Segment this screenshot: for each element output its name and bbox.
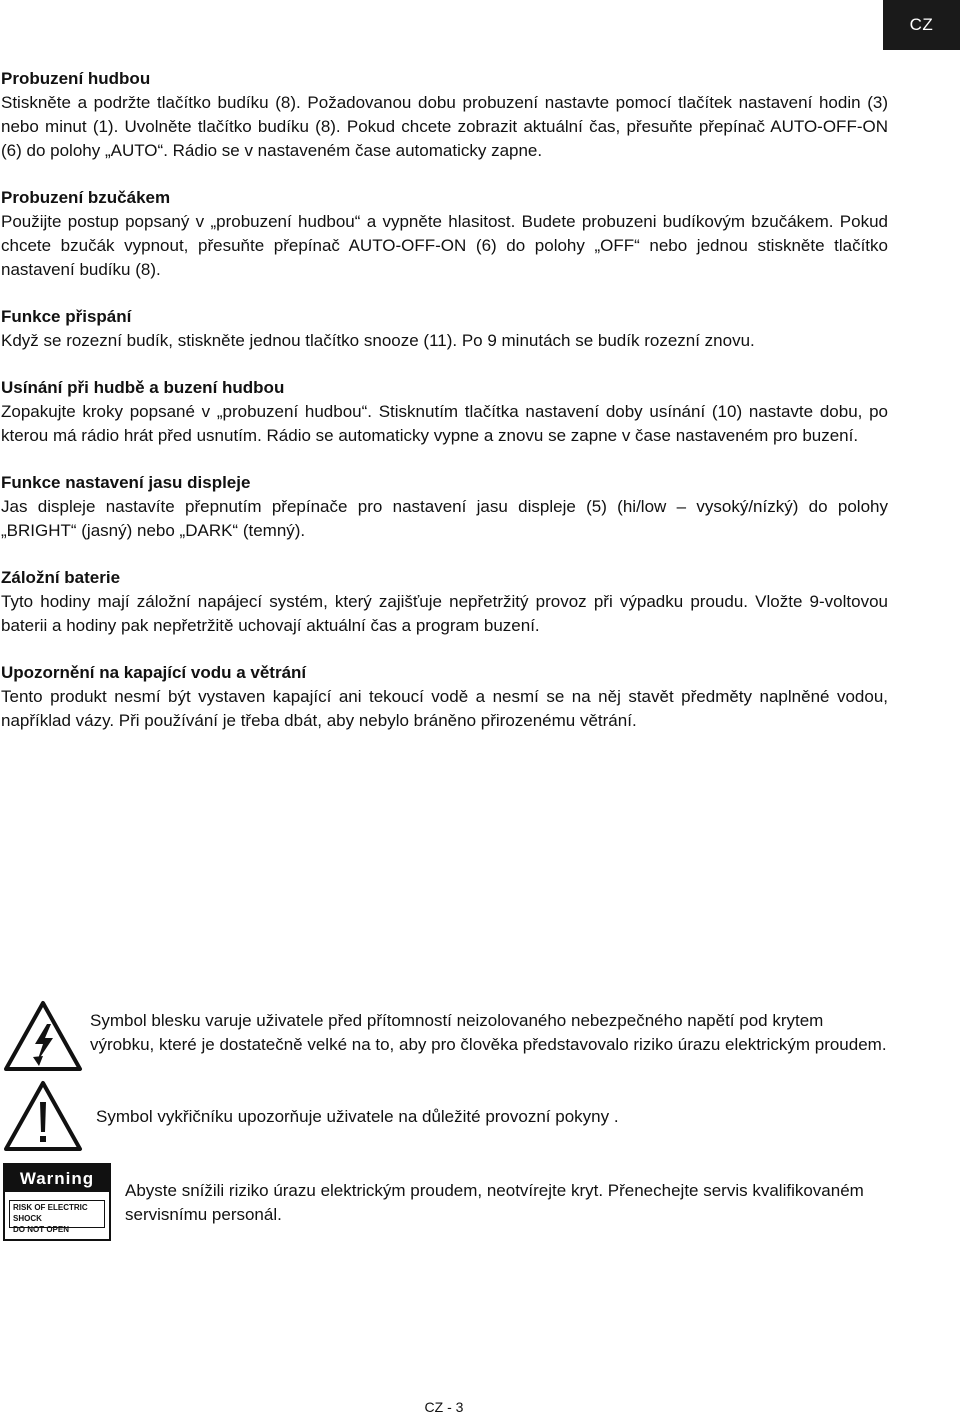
lightning-triangle-icon — [3, 1000, 83, 1072]
warning-label-box — [9, 1200, 105, 1234]
section-title: Probuzení hudbou — [1, 69, 151, 88]
section-title: Funkce nastavení jasu displeje — [1, 473, 251, 492]
language-tab — [883, 0, 960, 50]
warning-label-head: Warning — [5, 1165, 109, 1192]
warning-label-icon — [3, 1163, 111, 1241]
manual-content — [1, 67, 888, 756]
section-body: Když se rozezní budík, stiskněte jednou tlačítko snooze (11). Po 9 minutách se budík rozezní znovu. — [1, 331, 755, 350]
section-title: Upozornění na kapající vodu a větrání — [1, 663, 307, 682]
section-body: Jas displeje nastavíte přepnutím přepínače pro nastavení jasu displeje (5) (hi/low – vysoký/nízký) do polohy „BRIGHT“ (jasný) nebo „DARK“ (temný). — [1, 497, 888, 540]
section-title: Záložní baterie — [1, 568, 121, 587]
section-body: Použijte postup popsaný v „probuzení hudbou“ a vypněte hlasitost. Budete probuzeni budíkovým bzučákem. Pokud chcete bzučák vypnout, přesuňte přepínač AUTO-OFF-ON (6) do polohy „OFF“ nebo jednou stiskněte tlačítko nastavení budíku (8). — [1, 212, 888, 279]
section-dimmer — [1, 471, 888, 543]
page-number: CZ - 3 — [424, 1399, 464, 1415]
shock-warning-text: Abyste snížili riziko úrazu elektrickým proudem, neotvírejte kryt. Přenechejte servis kvalifikovaném servisnímu personál. — [125, 1181, 864, 1224]
section-body: Tento produkt nesmí být vystaven kapající ani tekoucí vodě a nesmí se na něj stavět předměty naplněné vodou, například vázy. Při používání je třeba dbát, aby nebylo bráněno přirozenému větrání. — [1, 687, 888, 730]
section-body: Stiskněte a podržte tlačítko budíku (8). Požadovanou dobu probuzení nastavte pomocí tlačítek nastavení hodin (3) nebo minut (1). Uvolněte tlačítko budíku (8). Pokud chcete zobrazit aktuální čas, přesuňte přepínač AUTO-OFF-ON (6) do polohy „AUTO“. Rádio se v nastaveném čase automaticky zapne. — [1, 93, 888, 160]
section-sleep — [1, 376, 888, 448]
lightning-warning-text: Symbol blesku varuje uživatele před přítomností neizolovaného nebezpečného napětí pod krytem výrobku, které je dostatečně velké na to, aby pro člověka představovalo riziko úrazu elektrickým proudem. — [90, 1011, 887, 1054]
section-title: Probuzení bzučákem — [1, 188, 171, 207]
section-backup-battery — [1, 566, 888, 638]
exclamation-triangle-icon — [3, 1080, 83, 1152]
warning-label-line: RISK OF ELECTRIC SHOCK — [13, 1203, 88, 1223]
section-water-warning — [1, 661, 888, 733]
section-wake-buzzer — [1, 186, 888, 282]
language-code: CZ — [909, 15, 934, 34]
section-body: Zopakujte kroky popsané v „probuzení hudbou“. Stisknutím tlačítka nastavení doby usínání (10) nastavte dobu, po kterou má rádio hrát před usnutím. Rádio se automaticky vypne a znovu se zapne v čase nastaveném pro buzení. — [1, 402, 888, 445]
section-title: Funkce přispání — [1, 307, 132, 326]
section-title: Usínání při hudbě a buzení hudbou — [1, 378, 285, 397]
section-wake-music — [1, 67, 888, 163]
section-snooze — [1, 305, 888, 353]
warning-label-line: DO NOT OPEN — [13, 1225, 70, 1234]
section-body: Tyto hodiny mají záložní napájecí systém, který zajišťuje nepřetržitý provoz při výpadku proudu. Vložte 9-voltovou baterii a hodiny pak nepřetržitě uchovají aktuální čas a program buzení. — [1, 592, 888, 635]
exclamation-warning-text: Symbol vykřičníku upozorňuje uživatele na důležité provozní pokyny . — [96, 1107, 619, 1126]
